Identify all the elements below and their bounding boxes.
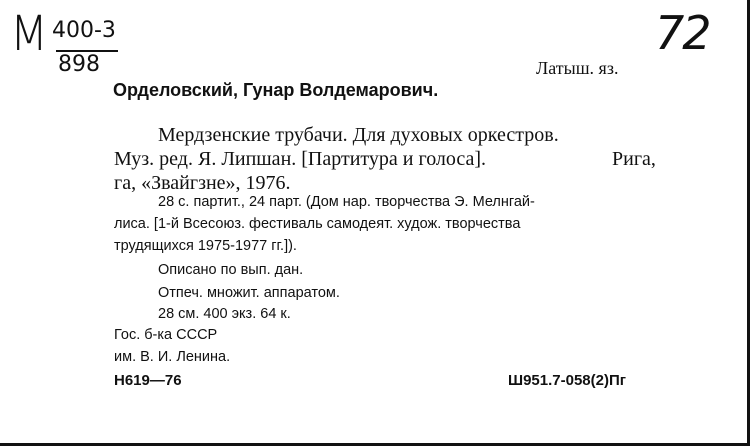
note-printing-method: Отпеч. множит. аппаратом. <box>158 285 340 301</box>
language-note: Латыш. яз. <box>536 58 619 78</box>
title-line-1: Мердзенские трубачи. Для духовых оркестров. <box>158 124 559 146</box>
title-line-2: Муз. ред. Я. Липшан. [Партитура и голоса]. <box>114 148 487 170</box>
description-line-2: лиса. [1-й Всесоюз. фестиваль самодеят. худож. творчества <box>114 216 521 232</box>
note-size-copies-price: 28 см. 400 экз. 64 к. <box>158 306 291 322</box>
card-number: 72 <box>655 6 710 60</box>
description-line-1: 28 с. партит., 24 парт. (Дом нар. творчества Э. Мелнгай- <box>158 194 535 210</box>
shelfmark-number-top: 400-3 <box>52 18 116 43</box>
note-description-source: Описано по вып. дан. <box>158 262 304 278</box>
title-line-3: га, «Звайгзне», 1976. <box>114 172 291 194</box>
classification-code: Ш951.7-058(2)Пг <box>508 372 626 389</box>
shelfmark-letter: М <box>10 6 48 63</box>
shelfmark-number-bottom: 898 <box>58 52 100 77</box>
library-line-2: им. В. И. Ленина. <box>114 349 231 365</box>
author-heading: Орделовский, Гунар Волдемарович. <box>113 80 439 100</box>
library-line-1: Гос. б-ка СССР <box>114 327 218 343</box>
record-code: Н619—76 <box>114 372 182 389</box>
title-line-2-tail: Рига, <box>612 148 656 170</box>
description-line-3: трудящихся 1975-1977 гг.]). <box>114 238 297 254</box>
